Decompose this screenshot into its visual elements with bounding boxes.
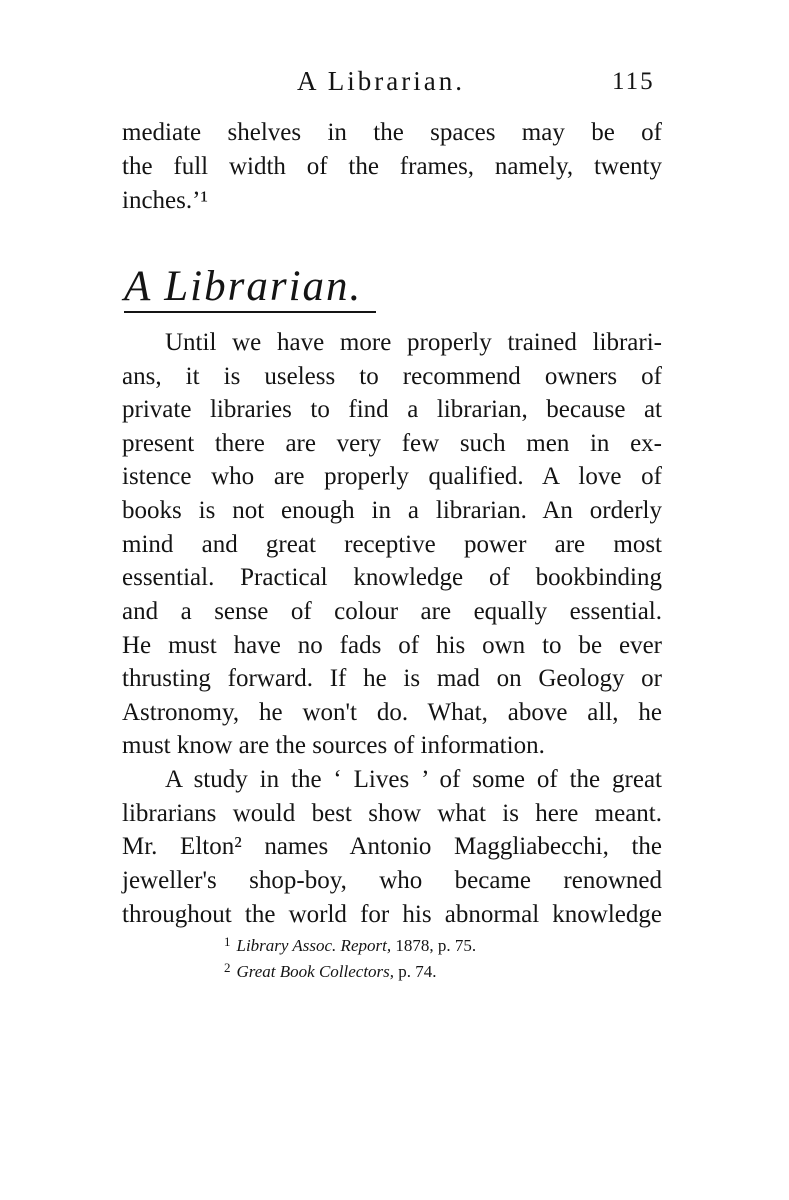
text-line: thrusting forward. If he is mad on Geology or: [122, 665, 662, 692]
footnote-source: Great Book Collectors,: [236, 962, 395, 981]
text-line: Until we have more properly trained librari-: [165, 329, 662, 356]
footnote-1: [224, 936, 476, 956]
text-line: ans, it is useless to recommend owners of: [122, 363, 662, 390]
text-line: mind and great receptive power are most: [122, 531, 662, 558]
text-line: istence who are properly qualified. A love of: [122, 463, 662, 490]
text-line: Astronomy, he won't do. What, above all, he: [122, 699, 662, 726]
footnote-citation: p. 74.: [398, 962, 437, 981]
text-line: private libraries to find a librarian, because at: [122, 396, 662, 423]
text-line: and a sense of colour are equally essential.: [122, 598, 662, 625]
text-line: books is not enough in a librarian. An orderly: [122, 497, 662, 524]
page-number: 115: [612, 68, 655, 95]
footnote-source: Library Assoc. Report,: [236, 936, 392, 955]
text-line: He must have no fads of his own to be ever: [122, 632, 662, 659]
text-line: jeweller's shop-boy, who became renowned: [122, 867, 662, 894]
text-line: librarians would best show what is here meant.: [122, 800, 662, 827]
text-line: mediate shelves in the spaces may be of: [122, 119, 662, 146]
text-line: A study in the ‘ Lives ’ of some of the great: [165, 766, 662, 793]
page-header: [0, 66, 789, 106]
footnote-citation: 1878, p. 75.: [395, 936, 477, 955]
text-line: inches.’¹: [122, 187, 208, 214]
footnote-mark: 2: [224, 960, 231, 975]
text-line: Mr. Elton² names Antonio Maggliabecchi, the: [122, 833, 662, 860]
text-line: the full width of the frames, namely, twenty: [122, 153, 662, 180]
text-line: present there are very few such men in ex-: [122, 430, 662, 457]
text-line: must know are the sources of information.: [122, 732, 545, 759]
footnote-mark: 1: [224, 934, 231, 949]
footnote-2: [224, 962, 437, 982]
text-line: throughout the world for his abnormal knowledge: [122, 901, 662, 928]
section-title: A Librarian.: [124, 263, 363, 310]
text-line: essential. Practical knowledge of bookbinding: [122, 564, 662, 591]
running-title: A Librarian.: [297, 66, 465, 96]
title-underline: [124, 311, 376, 313]
